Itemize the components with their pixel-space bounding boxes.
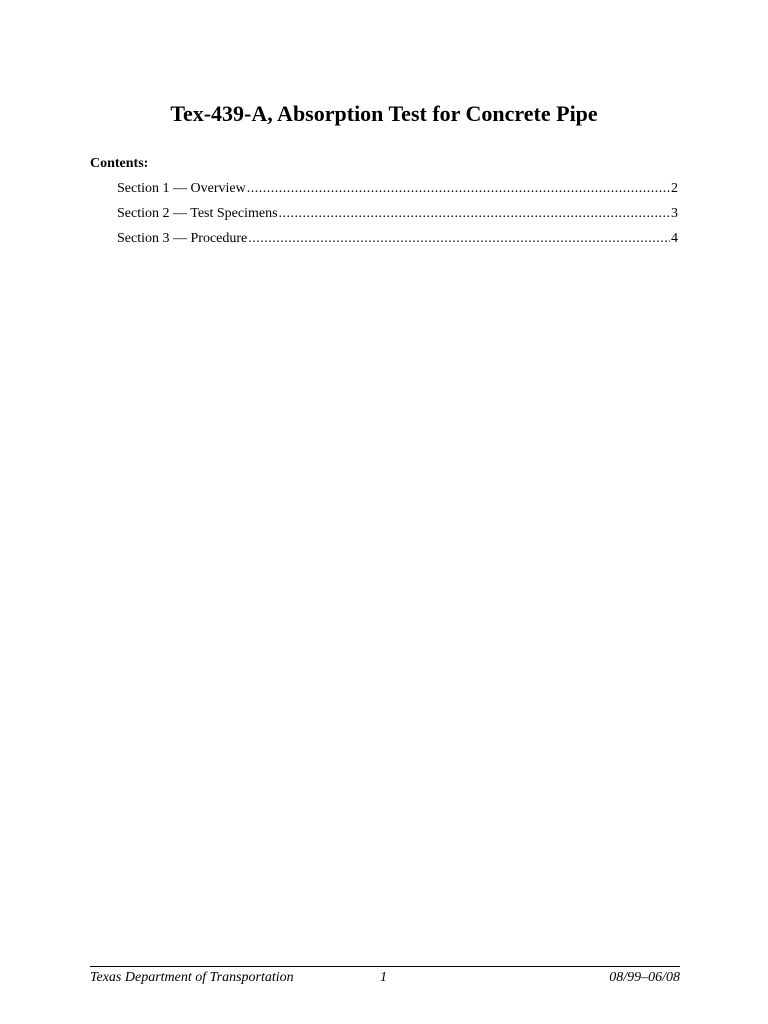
page-footer: [90, 969, 680, 987]
table-of-contents: [117, 180, 678, 255]
toc-entry-page: 2: [671, 181, 678, 196]
toc-entry-page: 4: [671, 231, 678, 246]
footer-date-range: 08/99–06/08: [609, 970, 680, 985]
toc-entry-label: Section 1 — Overview: [117, 181, 246, 196]
toc-leader-dots: [279, 205, 670, 223]
toc-leader-dots: [248, 230, 670, 248]
toc-entry-section-1[interactable]: [117, 180, 678, 205]
toc-entry-label: Section 2 — Test Specimens: [117, 206, 278, 221]
toc-entry-label: Section 3 — Procedure: [117, 231, 248, 246]
footer-page-number: 1: [380, 970, 387, 985]
toc-entry-section-2[interactable]: [117, 205, 678, 230]
page-title: Tex-439-A, Absorption Test for Concrete Pipe: [170, 101, 598, 126]
footer-organization: Texas Department of Transportation: [90, 970, 294, 985]
toc-entry-section-3[interactable]: [117, 230, 678, 255]
footer-divider: [90, 966, 680, 967]
toc-entry-page: 3: [671, 206, 678, 221]
toc-leader-dots: [247, 180, 670, 198]
contents-heading: Contents:: [90, 156, 149, 171]
